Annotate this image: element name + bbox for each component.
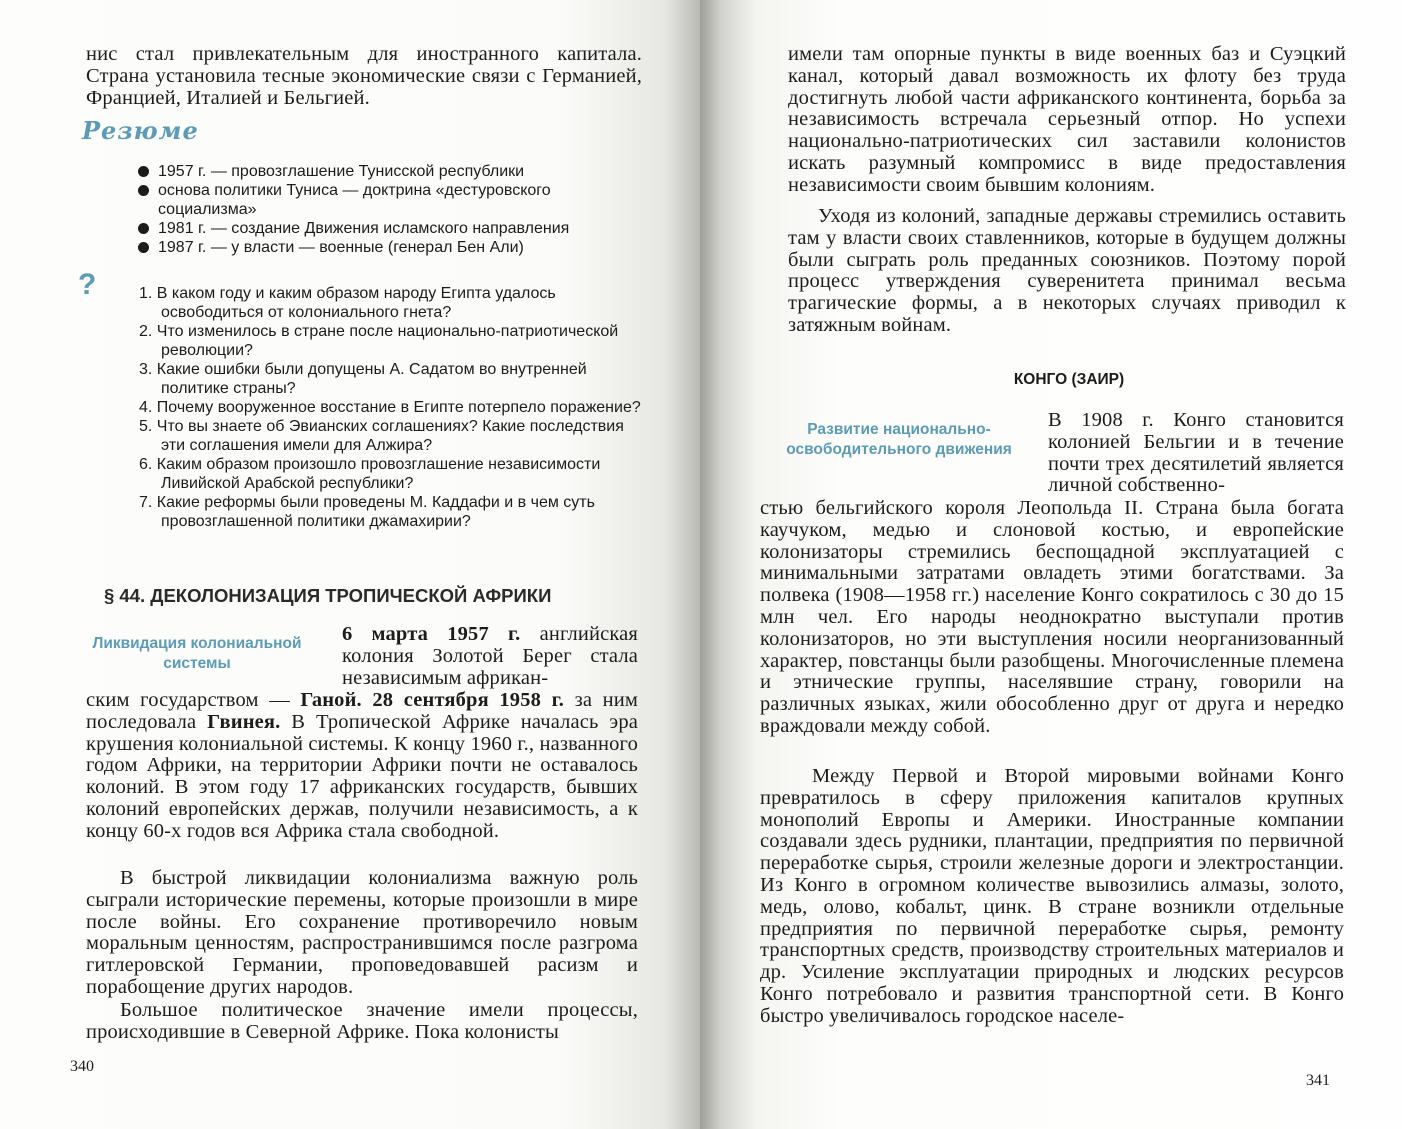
paragraph: имели там опорные пункты в виде военных баз и Суэцкий канал, который давал возможность их флоту без труда достигнуть любой части африканского континента, борьба за независимость встречала серьезный отпор. Но успехи национально-патриотических сил заставили колонистов искать разумный компромисс в виде предоставления независимости своим бывшим колониям. — [788, 43, 1346, 196]
question-item: 5. Что вы знаете об Эвианских соглашениях? Какие последствия эти соглашения имели для Алжира? — [139, 418, 624, 454]
summary-item: 1987 г. — у власти — военные (генерал Бен Али) — [136, 238, 644, 257]
intro-paragraph: нис стал привлекательным для иностранного капитала. Страна установила тесные экономические связи с Германией, Францией, Италией и Бельгией. — [86, 43, 642, 109]
question-item: 7. Какие реформы были проведены М. Каддафи и в чем суть провозглашенной политики джамахирии? — [139, 494, 595, 530]
question-item: 4. Почему вооруженное восстание в Египте потерпело поражение? — [139, 399, 641, 416]
date-highlight: 28 сентября 1958 г. — [361, 689, 564, 711]
bullet-icon — [138, 223, 149, 234]
page-number: 340 — [70, 1058, 94, 1075]
summary-list — [136, 162, 644, 257]
country-highlight: Гвинея. — [207, 710, 281, 733]
side-heading: Ликвидация колониальной системы — [92, 635, 302, 672]
right-page — [700, 0, 1402, 1129]
paragraph-start: В 1908 г. Конго становится колонией Бельгии и в течение почти трех десятилетий является личной собственно- — [1048, 409, 1344, 497]
date-highlight: 6 марта 1957 г. — [342, 623, 521, 645]
page-number: 341 — [1306, 1072, 1330, 1089]
question-item: 2. Что изменилось в стране после национально-патриотической революции? — [139, 323, 619, 359]
question-item: 3. Какие ошибки были допущены А. Садатом во внутренней политике страны? — [139, 361, 587, 397]
paragraph: В быстрой ликвидации колониализма важную роль сыграли исторические перемены, которые произошли в мире после войны. Его сохранение противоречило новым моральным ценностям, распространившимся после разгрома гитлеровской Германии, проповедовавшей расизм и порабощение других народов. — [86, 867, 638, 998]
question-item: 1. В каком году и каким образом народу Египта удалось освободиться от колониального гнета? — [139, 285, 556, 321]
summary-item: основа политики Туниса — доктрина «дестуровского социализма» — [136, 181, 644, 219]
subsection-title: КОНГО (ЗАИР) — [1013, 371, 1125, 388]
paragraph: Между Первой и Второй мировыми войнами Конго превратилось в сферу приложения капиталов крупных монополий Европы и Америки. Иностранные компании создавали здесь рудники, плантации, предприятия по первичной переработке сырья, строили железные дороги и электростанции. Из Конго в огромном количестве вывозились алмазы, золото, медь, олово, кобальт, цинк. В стране возникли отдельные предприятия по первичной переработке сырья, ремонту транспортных средств, производству строительных материалов и др. Усиление эксплуатации природных и людских ресурсов Конго потребовало и развития транспортной сети. В Конго быстро увеличивалось городское населе- — [760, 765, 1344, 1027]
left-page — [0, 0, 700, 1129]
paragraph-start: 6 марта 1957 г. английская колония Золотой Берег стала независимым африкан- — [342, 623, 638, 689]
summary-item: 1957 г. — провозглашение Тунисской республики — [136, 162, 644, 181]
section-title: § 44. ДЕКОЛОНИЗАЦИЯ ТРОПИЧЕСКОЙ АФРИКИ — [104, 585, 552, 606]
bullet-icon — [138, 185, 149, 196]
bullet-icon — [138, 242, 149, 253]
bullet-icon — [138, 166, 149, 177]
summary-heading: Резюме — [82, 116, 199, 145]
questions-list — [136, 284, 644, 531]
paragraph: ским государством — Ганой. 28 сентября 1958 г. за ним последовала Гвинея. В Тропической Африке началась эра крушения колониальной системы. К концу 1960 г., названного годом Африки, на территории Африки почти не оставалось колоний. В этом году 17 африканских государств, бывших колоний европейских держав, получили независимость, а к концу 60-х годов вся Африка стала свободной. — [86, 689, 638, 842]
summary-item: 1981 г. — создание Движения исламского направления — [136, 219, 644, 238]
paragraph: Уходя из колоний, западные державы стремились оставить там у власти своих ставленников, которые в будущем должны были сыграть роль преданных союзников. Поэтому порой процесс утверждения суверенитета принимал весьма трагические формы, а в некоторых случаях приводил к затяжным войнам. — [788, 205, 1346, 336]
paragraph: стью бельгийского короля Леопольда II. Страна была богата каучуком, медью и слоновой костью, и европейские колонизаторы стремились беспощадной эксплуатацией с минимальными затратами овладеть этими богатствами. За полвека (1908—1958 гг.) население Конго сократилось с 30 до 15 млн чел. Его народы неоднократно выступали против колонизаторов, но эти выступления носили неорганизованный характер, повстанцы были разобщены. Многочисленные племена и этнические группы, населявшие страну, говорили на различных языках, жили обособленно друг от друга и нередко враждовали между собой. — [760, 497, 1344, 737]
question-item: 6. Каким образом произошло провозглашение независимости Ливийской Арабской республики? — [139, 456, 601, 492]
country-highlight: Ганой. — [300, 689, 362, 711]
question-icon: ? — [78, 268, 97, 301]
paragraph: Большое политическое значение имели процессы, происходившие в Северной Африке. Пока колонисты — [86, 999, 638, 1043]
side-heading: Развитие национально-освободительного движения — [786, 421, 1012, 458]
